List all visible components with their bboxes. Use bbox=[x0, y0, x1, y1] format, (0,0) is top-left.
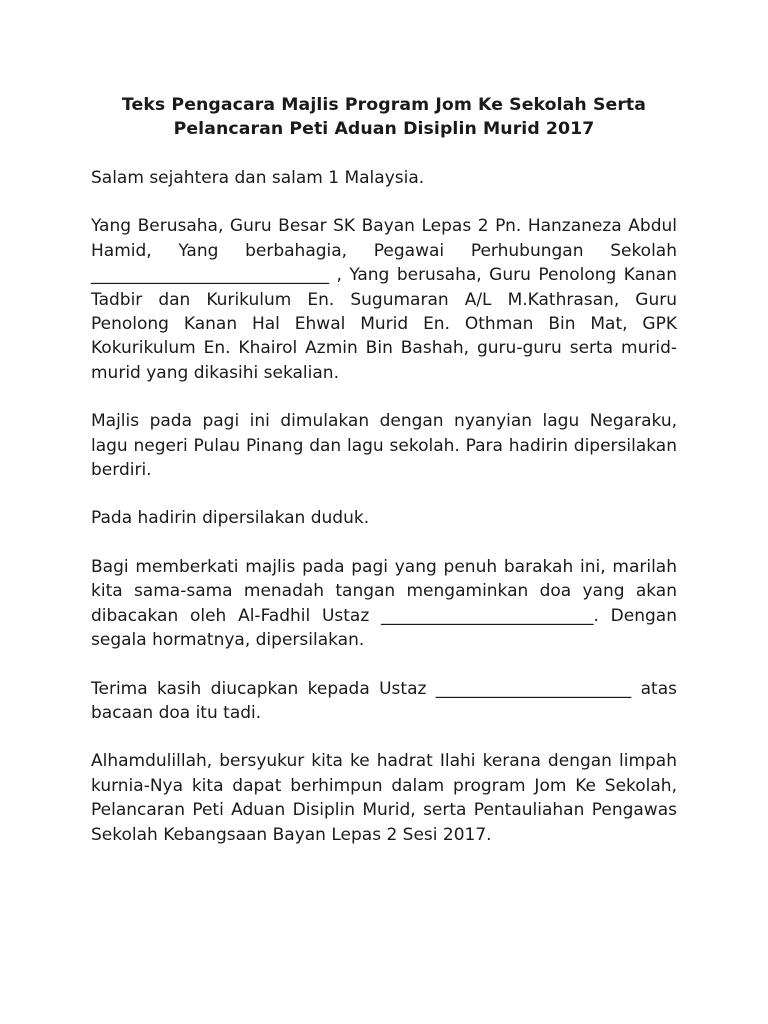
document-title bbox=[91, 93, 677, 141]
gratitude-paragraph: Alhamdulillah, bersyukur kita ke hadrat Ilahi kerana dengan limpah kurnia-Nya kita dapat berhimpun dalam program Jom Ke Sekolah, Pelancaran Peti Aduan Disiplin Murid, serta Pentauliahan Pengawas Sekolah Kebangsaan Bayan Lepas 2 Sesi 2017. bbox=[91, 751, 677, 845]
salutation-paragraph: Yang Berusaha, Guru Besar SK Bayan Lepas 2 Pn. Hanzaneza Abdul Hamid, Yang berbahagia, Pegawai Perhubungan Sekolah ____________________________ , Yang berusaha, Guru Penolong Kanan Tadbir dan Kurikulum En. Sugumaran A/L M.Kathrasan, Guru Penolong Kanan Hal Ehwal Murid En. Othman Bin Mat, GPK Kokurikulum En. Khairol Azmin Bin Bashah, guru-guru serta murid-murid yang dikasihi sekalian. bbox=[91, 216, 677, 383]
document-page bbox=[91, 93, 677, 871]
title-line-2: Pelancaran Peti Aduan Disiplin Murid 2017 bbox=[173, 119, 595, 139]
thanks-paragraph: Terima kasih diucapkan kepada Ustaz _______________________ atas bacaan doa itu tadi. bbox=[91, 678, 677, 723]
seated-paragraph: Pada hadirin dipersilakan duduk. bbox=[91, 508, 370, 529]
greeting-paragraph: Salam sejahtera dan salam 1 Malaysia. bbox=[91, 168, 425, 188]
opening-paragraph: Majlis pada pagi ini dimulakan dengan nyanyian lagu Negaraku, lagu negeri Pulau Pinang dan lagu sekolah. Para hadirin dipersilakan berdiri. bbox=[91, 411, 677, 481]
prayer-paragraph: Bagi memberkati majlis pada pagi yang penuh barakah ini, marilah kita sama-sama menadah tangan mengaminkan doa yang akan dibacakan oleh Al-Fadhil Ustaz _________________________. Dengan segala hormatnya, dipersilakan. bbox=[91, 556, 677, 651]
title-line-1: Teks Pengacara Majlis Program Jom Ke Sekolah Serta bbox=[121, 95, 647, 115]
